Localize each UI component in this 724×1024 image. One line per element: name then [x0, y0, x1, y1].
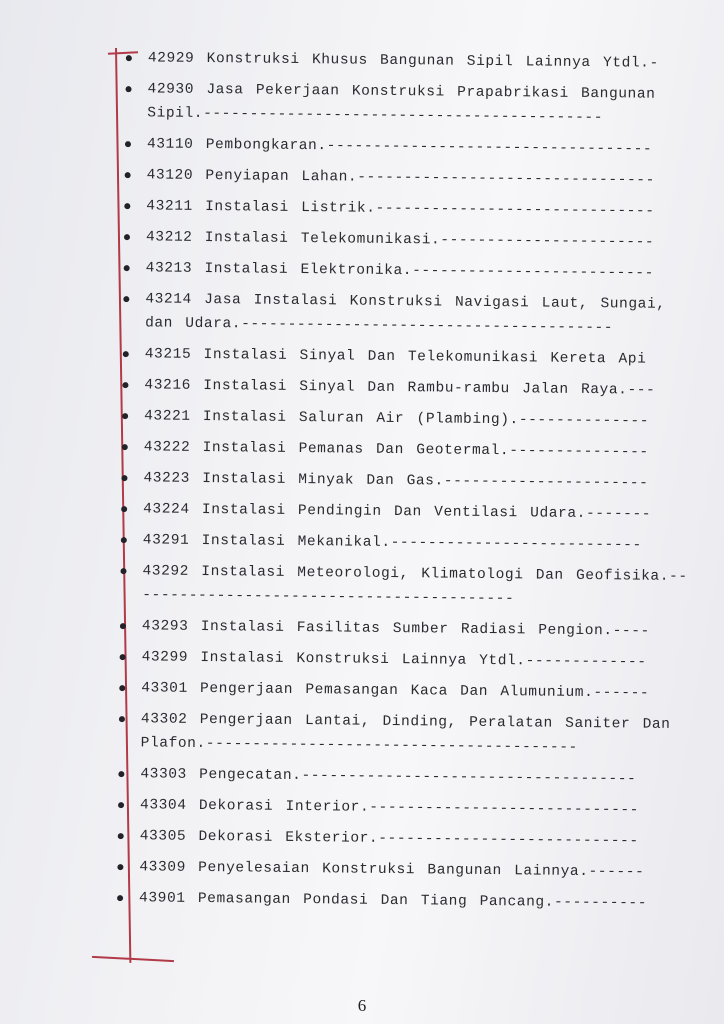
list-item-text: 43304 Dekorasi Interior.----------------------------- [139, 797, 640, 819]
bullet-icon [121, 537, 127, 543]
list-item [103, 886, 693, 916]
list-item-text: 43214 Jasa Instalasi Konstruksi Navigasi Laut, Sungai, dan Udara.---------------------------------------- [145, 291, 666, 337]
bullet-icon [120, 654, 126, 660]
list-item [108, 404, 698, 434]
list-item [105, 645, 695, 675]
list-item [106, 614, 696, 644]
list-item-text: 43110 Pembongkaran.----------------------------------- [146, 136, 653, 158]
list-item [107, 497, 697, 527]
list-item-text: 43299 Instalasi Konstruksi Lainnya Ytdl.------------- [141, 649, 647, 671]
bullet-icon [121, 475, 127, 481]
bullet-icon [120, 568, 126, 574]
list-item-text: 43309 Penyelesaian Konstruksi Bangunan Lainnya.------ [139, 859, 645, 881]
list-item [110, 256, 700, 286]
list-item [112, 46, 702, 76]
bullet-icon [119, 685, 125, 691]
bullet-icon [126, 55, 132, 61]
list-item [108, 373, 698, 403]
list-item-text: 43221 Instalasi Saluran Air (Plambing).-------------- [144, 408, 650, 430]
bullet-icon [125, 141, 131, 147]
list-item [107, 528, 697, 558]
list-item [111, 163, 701, 193]
list-item-text: 43224 Instalasi Pendingin Dan Ventilasi Udara.------- [143, 501, 652, 523]
list-item-text: 43216 Instalasi Sinyal Dan Rambu-rambu Jalan Raya.--- [144, 377, 656, 399]
bullet-icon [118, 771, 124, 777]
list-item-text: 43223 Instalasi Minyak Dan Gas.---------------------- [143, 470, 649, 492]
list-item [111, 77, 701, 131]
bullet-icon [119, 716, 125, 722]
list-item [104, 793, 694, 823]
bullet-icon [125, 172, 131, 178]
list-item-text: 43120 Penyiapan Lahan.-------------------------------- [146, 167, 655, 189]
list-item-text: 43293 Instalasi Fasilitas Sumber Radiasi Pengion.---- [141, 618, 650, 640]
bullet-icon [120, 623, 126, 629]
list-item-text: 42930 Jasa Pekerjaan Konstruksi Prapabrikasi Bangunan Sipil.------------------------------------------- [147, 81, 656, 127]
list-item [111, 132, 701, 162]
list-item-text: 43305 Dekorasi Eksterior.---------------------------- [139, 828, 639, 850]
list-item-text: 43901 Pemasangan Pondasi Dan Tiang Pancang.---------- [138, 890, 648, 912]
list-item [110, 194, 700, 224]
list-item-text: 43211 Instalasi Listrik.------------------------------ [146, 198, 655, 220]
bullet-icon [122, 444, 128, 450]
list-item-text: 42929 Konstruksi Khusus Bangunan Sipil Lainnya Ytdl.- [147, 50, 659, 72]
bullet-icon [121, 506, 127, 512]
bullet-icon [118, 833, 124, 839]
bullet-icon [124, 265, 130, 271]
bullet-icon [122, 413, 128, 419]
list-item-text: 43222 Instalasi Pemanas Dan Geotermal.--------------- [143, 439, 649, 461]
list-item-text: 43291 Instalasi Mekanikal.--------------------------- [142, 532, 642, 554]
kbli-code-list [103, 46, 702, 923]
list-item [108, 435, 698, 465]
list-item [103, 855, 693, 885]
bullet-icon [117, 864, 123, 870]
bullet-icon [122, 382, 128, 388]
list-item-text: 43215 Instalasi Sinyal Dan Telekomunikasi Kereta Api [144, 346, 647, 368]
list-item [104, 824, 694, 854]
list-item-text: 43301 Pengerjaan Pemasangan Kaca Dan Alumunium.------ [141, 680, 650, 702]
list-item [109, 287, 699, 341]
list-item-text: 43212 Instalasi Telekomunikasi.----------------------- [145, 229, 655, 251]
bullet-icon [118, 802, 124, 808]
bullet-icon [124, 203, 130, 209]
bullet-icon [123, 351, 129, 357]
bullet-icon [126, 86, 132, 92]
list-item [104, 762, 694, 792]
bullet-icon [124, 234, 130, 240]
list-item-text: 43292 Instalasi Meteorologi, Klimatologi Dan Geofisika.------------------------------------------ [142, 563, 688, 608]
page-number: 6 [357, 996, 367, 1015]
list-item [109, 342, 699, 372]
list-item [105, 707, 695, 761]
list-item [106, 559, 696, 613]
list-item-text: 43213 Instalasi Elektronika.-------------------------- [145, 260, 655, 282]
list-item [105, 676, 695, 706]
list-item [107, 466, 697, 496]
bullet-icon [123, 296, 129, 302]
list-item [110, 225, 700, 255]
red-margin-tick-bottom [92, 956, 174, 962]
list-item-text: 43303 Pengecatan.------------------------------------ [140, 766, 637, 788]
list-item-text: 43302 Pengerjaan Lantai, Dinding, Peralatan Saniter Dan Plafon.---------------------------------------- [140, 711, 671, 756]
bullet-icon [117, 895, 123, 901]
